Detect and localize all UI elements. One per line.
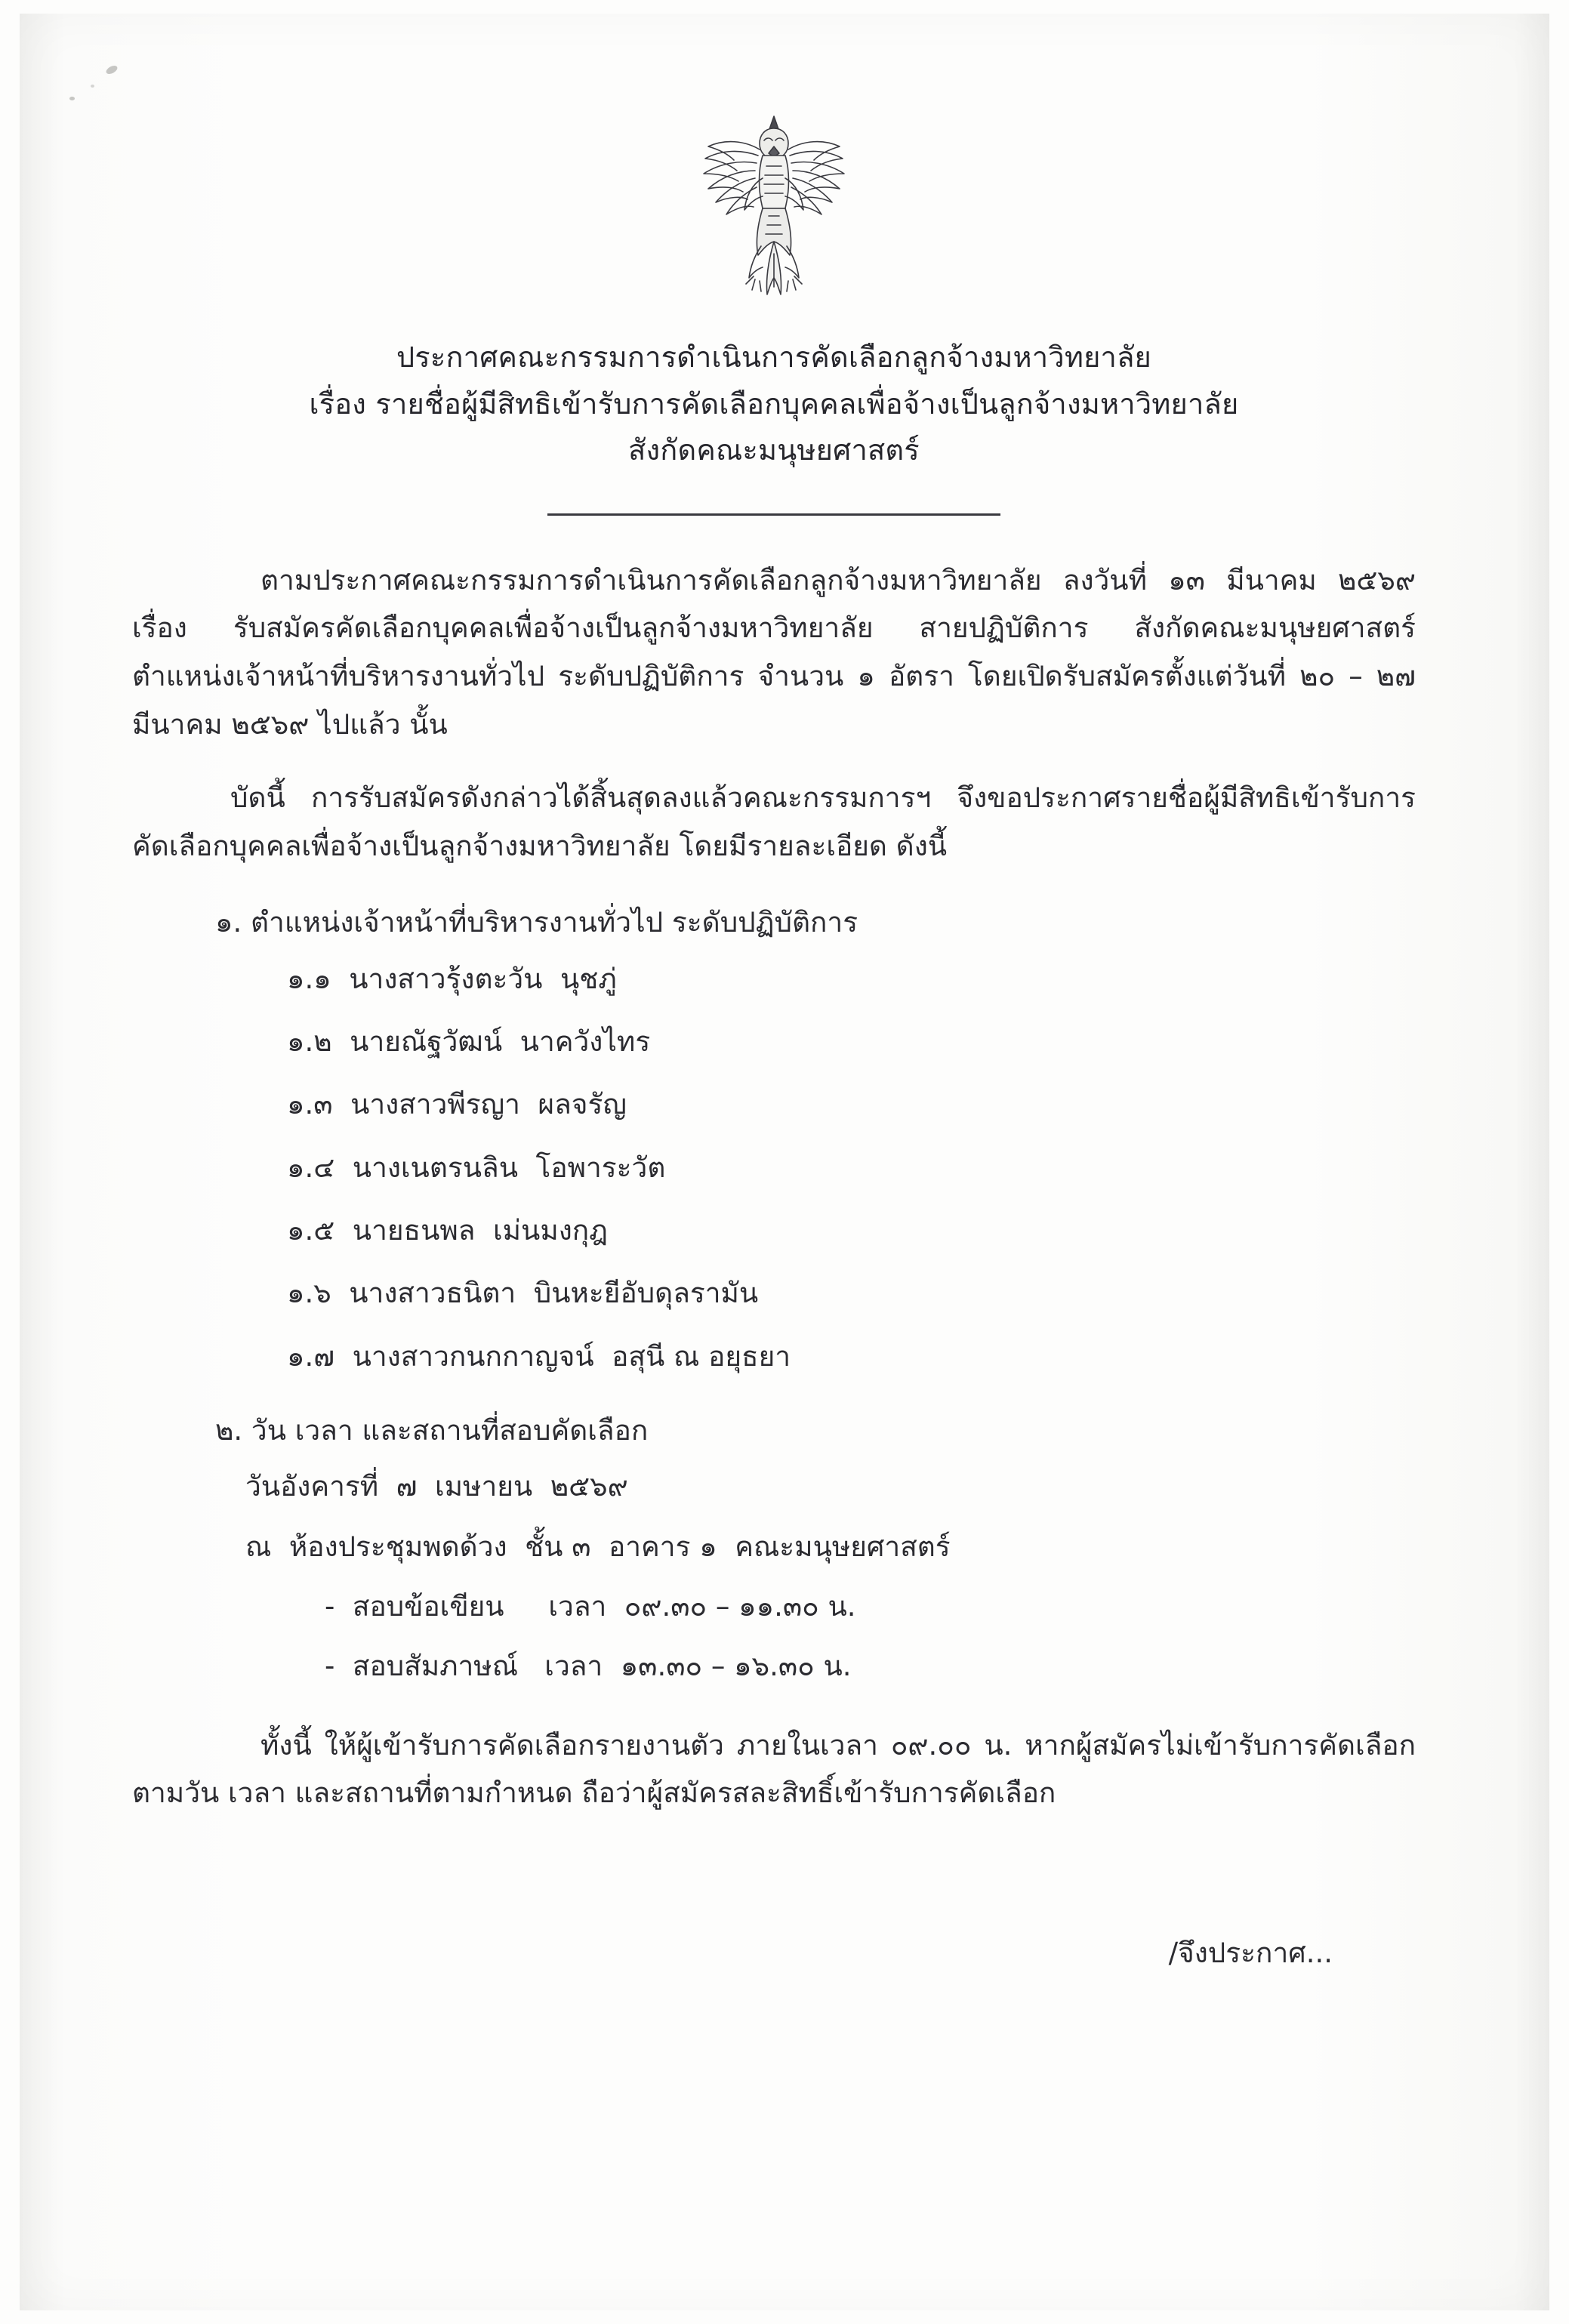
list-item: ๑.๗ นางสาวกนกกาญจน์ อสุนี ณ อยุธยา xyxy=(287,1339,791,1373)
list-item: ๑.๖ นางสาวธนิตา บินหะยีอับดุลรามัน xyxy=(287,1277,759,1310)
eligible-candidates-list xyxy=(287,957,1416,1378)
exam-interview-schedule: - สอบสัมภาษณ์ เวลา ๑๓.๓๐ – ๑๖.๓๐ น. xyxy=(325,1650,852,1683)
scan-artifact-speck xyxy=(69,97,75,100)
list-item: ๑.๑ นางสาวรุ้งตะวัน นุชภู่ xyxy=(287,962,617,995)
heading-line-1: ประกาศคณะกรรมการดำเนินการคัดเลือกลูกจ้างมหาวิทยาลัย xyxy=(396,341,1152,374)
document-body xyxy=(132,556,1416,1817)
emblem-container xyxy=(132,106,1416,321)
list-item: ๑.๒ นายณัฐวัฒน์ นาควังไทร xyxy=(287,1025,651,1058)
heading-divider xyxy=(547,513,1000,516)
paragraph-reporting-time: ทั้งนี้ ให้ผู้เข้ารับการคัดเลือกรายงานตัว ภายในเวลา ๐๙.๐๐ น. หากผู้สมัครไม่เข้ารับการคัดเลือกตามวัน เวลา และสถานที่ตามกำหนด ถือว่าผู้สมัครสละสิทธิ์เข้ารับการคัดเลือก xyxy=(132,1728,1416,1810)
section-2-title: ๒. วัน เวลา และสถานที่สอบคัดเลือก xyxy=(215,1413,649,1447)
paragraph-reference: ตามประกาศคณะกรรมการดำเนินการคัดเลือกลูกจ้างมหาวิทยาลัย ลงวันที่ ๑๓ มีนาคม ๒๕๖๙ เรื่อง รับสมัครคัดเลือกบุคคลเพื่อจ้างเป็นลูกจ้างมหาวิทยาลัย สายปฏิบัติการ สังกัดคณะมนุษยศาสตร์ ตำแหน่งเจ้าหน้าที่บริหารงานทั่วไป ระดับปฏิบัติการ จำนวน ๑ อัตรา โดยเปิดรับสมัครตั้งแต่วันที่ ๒๐ – ๒๗ มีนาคม ๒๕๖๙ ไปแล้ว นั้น xyxy=(132,563,1416,741)
list-item: ๑.๔ นางเนตรนลิน โอพาระวัต xyxy=(287,1151,666,1184)
exam-written-schedule: - สอบข้อเขียน เวลา ๐๙.๓๐ – ๑๑.๓๐ น. xyxy=(325,1589,856,1623)
list-item: ๑.๕ นายธนพล เม่นมงกุฎ xyxy=(287,1213,609,1247)
exam-location: ณ ห้องประชุมพดด้วง ชั้น ๓ อาคาร ๑ คณะมนุษยศาสตร์ xyxy=(245,1530,951,1563)
heading-line-3: สังกัดคณะมนุษยศาสตร์ xyxy=(628,433,920,467)
exam-date: วันอังคารที่ ๗ เมษายน ๒๕๖๙ xyxy=(245,1470,628,1503)
scan-artifact-speck xyxy=(91,85,94,88)
paragraph-announcement: บัดนี้ การรับสมัครดังกล่าวได้สิ้นสุดลงแล้วคณะกรรมการฯ จึงขอประกาศรายชื่อผู้มีสิทธิเข้ารับการคัดเลือกบุคคลเพื่อจ้างเป็นลูกจ้างมหาวิทยาลัย โดยมีรายละเอียด ดังนี้ xyxy=(132,781,1416,862)
document-heading xyxy=(132,334,1416,474)
heading-line-2: เรื่อง รายชื่อผู้มีสิทธิเข้ารับการคัดเลือกบุคคลเพื่อจ้างเป็นลูกจ้างมหาวิทยาลัย xyxy=(309,387,1239,421)
document-content xyxy=(132,0,1416,1975)
continuation-note: /จึงประกาศ... xyxy=(1168,1936,1333,1969)
garuda-emblem-icon xyxy=(680,106,868,321)
list-item: ๑.๓ นางสาวพีรญา ผลจรัญ xyxy=(287,1088,627,1121)
section-1-title: ๑. ตำแหน่งเจ้าหน้าที่บริหารงานทั่วไป ระดับปฏิบัติการ xyxy=(215,906,858,939)
